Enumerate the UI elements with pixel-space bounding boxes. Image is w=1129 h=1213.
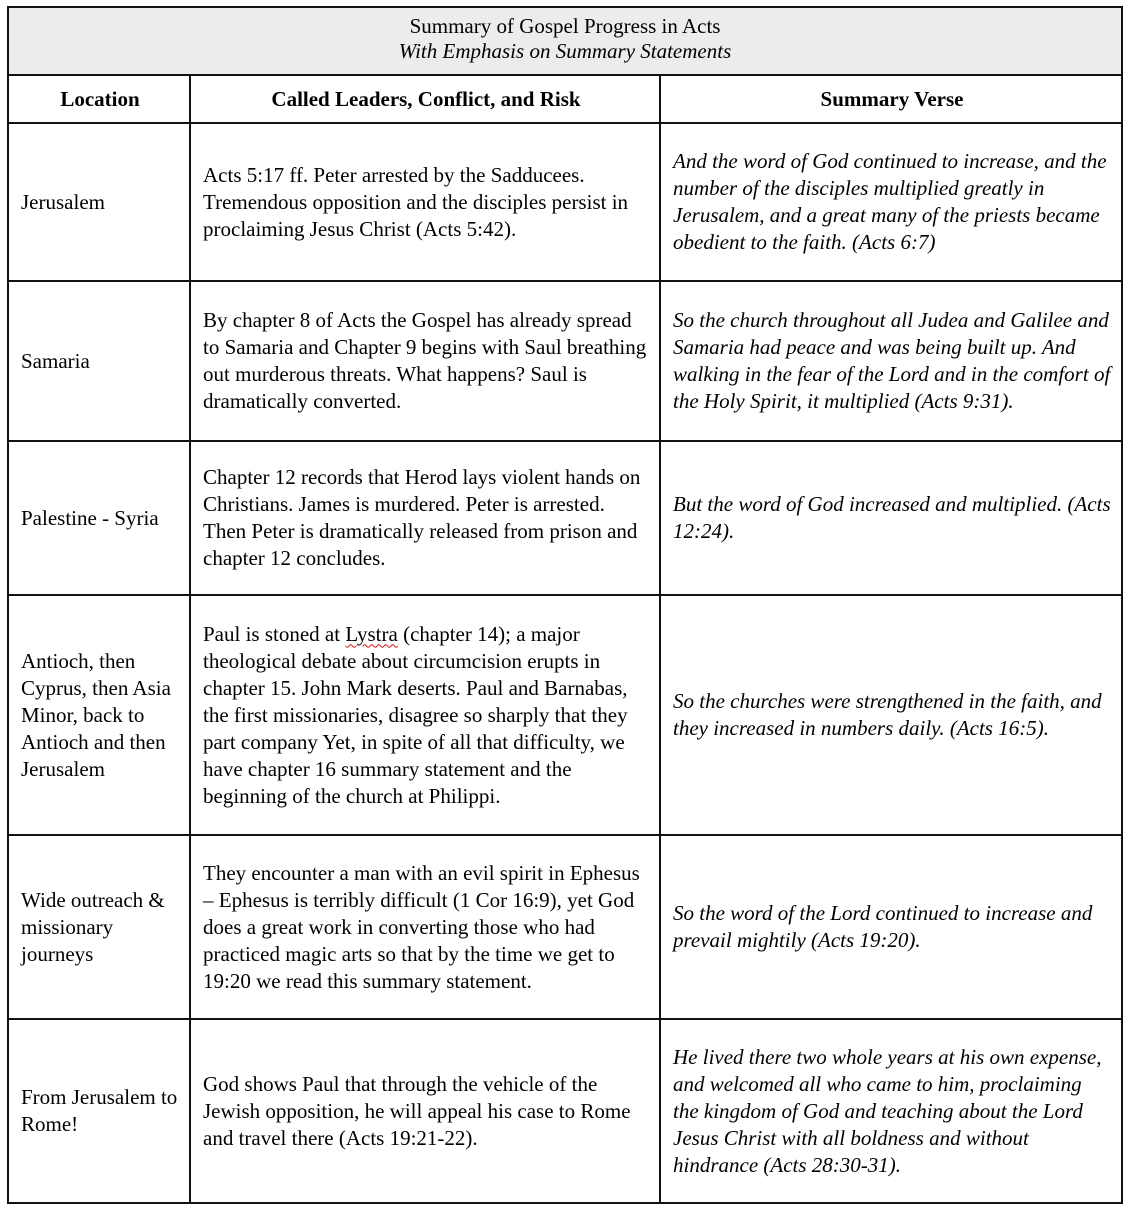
- leaders-text-end: (chapter 14); a major theological debate about circumcision erupts in chapter 15. John Mark deserts. Paul and Barnabas, the first missionaries, disagree so sharply that they part company Yet, in spite of all that difficulty, we have chapter 16 summary statement and the beginning of the church at Philippi.: [203, 621, 628, 808]
- header-row: [8, 75, 1122, 123]
- location-cell: Jerusalem: [8, 123, 190, 281]
- verse-cell: So the word of the Lord continued to increase and prevail mightily (Acts 19:20).: [660, 835, 1122, 1019]
- verse-cell: So the church throughout all Judea and Galilee and Samaria had peace and was being built up. And walking in the fear of the Lord and in the comfort of the Holy Spirit, it multiplied (Acts 9:31).: [660, 281, 1122, 441]
- leaders-text-start: Paul is stoned at: [203, 621, 346, 646]
- location-cell: Palestine - Syria: [8, 441, 190, 595]
- table-row: [8, 441, 1122, 595]
- location-cell: From Jerusalem to Rome!: [8, 1019, 190, 1203]
- location-cell: Wide outreach & missionary journeys: [8, 835, 190, 1019]
- table-title: Summary of Gospel Progress in Acts: [409, 14, 721, 38]
- table-row: [8, 1019, 1122, 1203]
- leaders-cell: They encounter a man with an evil spirit in Ephesus – Ephesus is terribly difficult (1 Cor 16:9), yet God does a great work in converting those who had practiced magic arts so that by the time we get to 19:20 we read this summary statement.: [190, 835, 660, 1019]
- leaders-cell: Acts 5:17 ff. Peter arrested by the Sadducees. Tremendous opposition and the disciples persist in proclaiming Jesus Christ (Acts 5:42).: [190, 123, 660, 281]
- header-location: Location: [8, 75, 190, 123]
- leaders-cell: [190, 595, 660, 835]
- table-row: [8, 123, 1122, 281]
- table-title-cell: [8, 7, 1122, 75]
- verse-cell: But the word of God increased and multiplied. (Acts 12:24).: [660, 441, 1122, 595]
- verse-cell: And the word of God continued to increase, and the number of the disciples multiplied greatly in Jerusalem, and a great many of the priests became obedient to the faith. (Acts 6:7): [660, 123, 1122, 281]
- title-row: [8, 7, 1122, 75]
- leaders-cell: God shows Paul that through the vehicle of the Jewish opposition, he will appeal his case to Rome and travel there (Acts 19:21-22).: [190, 1019, 660, 1203]
- leaders-cell: Chapter 12 records that Herod lays violent hands on Christians. James is murdered. Peter is arrested. Then Peter is dramatically released from prison and chapter 12 concludes.: [190, 441, 660, 595]
- verse-cell: He lived there two whole years at his own expense, and welcomed all who came to him, proclaiming the kingdom of God and teaching about the Lord Jesus Christ with all boldness and without hindrance (Acts 28:30-31).: [660, 1019, 1122, 1203]
- table-row: [8, 595, 1122, 835]
- table-row: [8, 281, 1122, 441]
- gospel-progress-table: [7, 6, 1123, 1204]
- header-verse: Summary Verse: [660, 75, 1122, 123]
- table-row: [8, 835, 1122, 1019]
- spellcheck-flagged-word: Lystra: [345, 621, 398, 646]
- header-leaders: Called Leaders, Conflict, and Risk: [190, 75, 660, 123]
- table-subtitle: With Emphasis on Summary Statements: [398, 39, 732, 63]
- location-cell: Antioch, then Cyprus, then Asia Minor, back to Antioch and then Jerusalem: [8, 595, 190, 835]
- location-cell: Samaria: [8, 281, 190, 441]
- leaders-cell: By chapter 8 of Acts the Gospel has already spread to Samaria and Chapter 9 begins with Saul breathing out murderous threats. What happens? Saul is dramatically converted.: [190, 281, 660, 441]
- verse-cell: So the churches were strengthened in the faith, and they increased in numbers daily. (Acts 16:5).: [660, 595, 1122, 835]
